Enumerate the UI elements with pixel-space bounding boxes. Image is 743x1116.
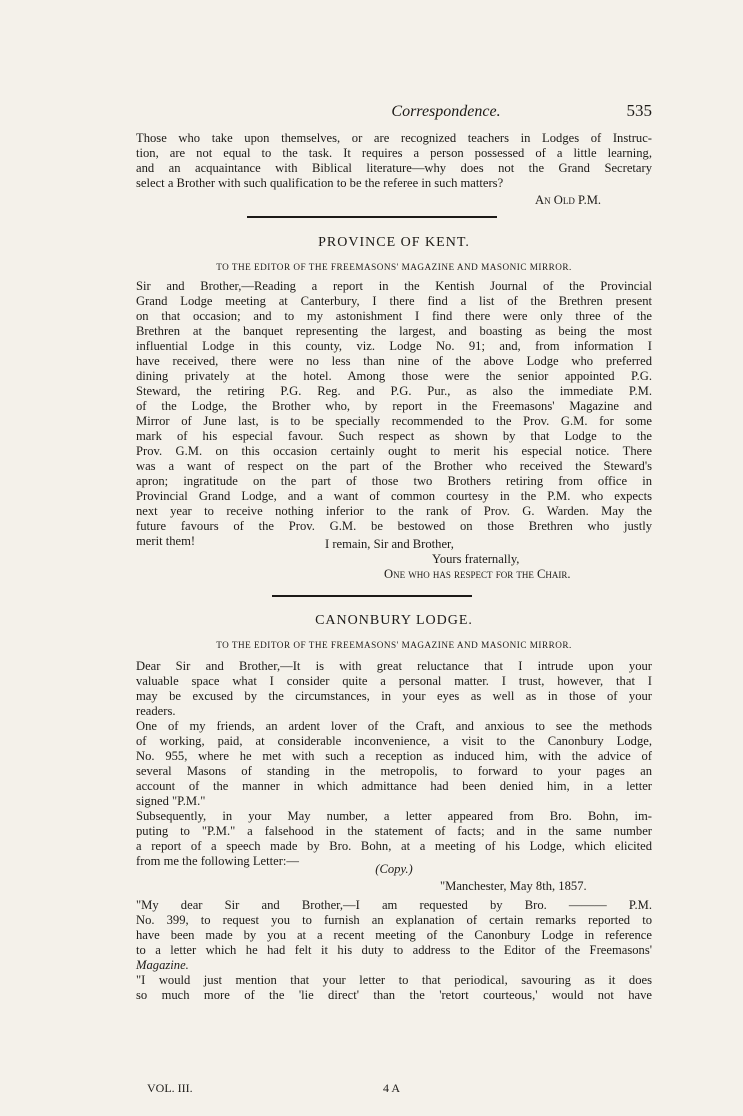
text-line: have received, there were no less than nine of the above Lodge who preferred bbox=[136, 354, 652, 368]
text-line: select a Brother with such qualification to be the referee in such matters? bbox=[136, 176, 504, 190]
text-line: merit them! bbox=[136, 534, 196, 548]
text-line: tion, are not equal to the task. It requires a person possessed of a little learning, bbox=[136, 146, 652, 160]
text-line: mark of his especial favour. Such respect as shown by that Lodge to the bbox=[136, 429, 652, 443]
text-line: may be excused by the circumstances, in your eyes as well as in those of your bbox=[136, 689, 652, 703]
text-line: Steward, the retiring P.G. Reg. and P.G. Pur., as also the immediate P.M. bbox=[136, 384, 652, 398]
section1-closing: Yours fraternally, bbox=[432, 552, 520, 566]
text-line: One of my friends, an ardent lover of the Craft, and anxious to see the methods bbox=[136, 719, 652, 733]
text-line: have been made by you at a recent meeting of the Canonbury Lodge in reference bbox=[136, 928, 652, 942]
text-line: of the Lodge, the Brother who, by report in the Freemasons' Magazine and bbox=[136, 399, 652, 413]
text-line: No. 955, where he met with such a reception as induced him, with the advice of bbox=[136, 749, 652, 763]
text-line: No. 399, to request you to furnish an explanation of certain remarks reported to bbox=[136, 913, 652, 927]
text-line: influential Lodge in this county, viz. Lodge No. 91; and, from information I bbox=[136, 339, 652, 353]
section2-subtitle: TO THE EDITOR OF THE FREEMASONS' MAGAZINE AND MASONIC MIRROR. bbox=[216, 640, 572, 650]
section1-title: PROVINCE OF KENT. bbox=[318, 235, 470, 250]
text-line: Provincial Grand Lodge, and a want of common courtesy in the P.M. who expects bbox=[136, 489, 652, 503]
text-line: signed "P.M." bbox=[136, 794, 206, 808]
volume-label: VOL. III. bbox=[147, 1081, 193, 1095]
text-line: Mirror of June last, is to be specially recommended to the Prov. G.M. for some bbox=[136, 414, 652, 428]
text-line: "I would just mention that your letter to that periodical, savouring as it does bbox=[136, 973, 652, 987]
text-line: Subsequently, in your May number, a letter appeared from Bro. Bohn, im- bbox=[136, 809, 652, 823]
text-line: Grand Lodge meeting at Canterbury, I there find a list of the Brethren present bbox=[136, 294, 652, 308]
text-line: account of the manner in which admittance had been denied him, in a letter bbox=[136, 779, 652, 793]
section1-closing: I remain, Sir and Brother, bbox=[325, 537, 454, 551]
text-line: Brethren at the banquet representing the largest, and boasting as being the most bbox=[136, 324, 652, 338]
text-line: Magazine. bbox=[136, 958, 189, 972]
section2-title: CANONBURY LODGE. bbox=[315, 613, 473, 628]
text-line: puting to "P.M." a falsehood in the statement of facts; and in the same number bbox=[136, 824, 652, 838]
text-line: several Masons of standing in the metropolis, to forward to your pages an bbox=[136, 764, 652, 778]
section1-signature: One who has respect for the Chair. bbox=[384, 567, 571, 581]
text-line: valuable space what I consider quite a personal matter. I trust, however, that I bbox=[136, 674, 652, 688]
text-line: "My dear Sir and Brother,—I am requested by Bro. ——— P.M. bbox=[136, 898, 652, 912]
text-line: so much more of the 'lie direct' than the 'retort courteous,' would not have bbox=[136, 988, 652, 1002]
page-number: 535 bbox=[626, 101, 652, 120]
text-line: of working, paid, at considerable inconvenience, a visit to the Canonbury Lodge, bbox=[136, 734, 652, 748]
running-title: Correspondence. bbox=[391, 103, 501, 120]
text-line: apron; ingratitude on the part of those two Brothers retiring from office in bbox=[136, 474, 652, 488]
dateline: "Manchester, May 8th, 1857. bbox=[440, 879, 587, 893]
letter1-signature: An Old P.M. bbox=[535, 193, 602, 207]
section-divider bbox=[247, 216, 497, 218]
text-line: next year to receive nothing inferior to the rank of Prov. G. Warden. May the bbox=[136, 504, 652, 518]
text-line: to a letter which he had felt it his duty to address to the Editor of the Freemasons' bbox=[136, 943, 652, 957]
text-line: a report of a speech made by Bro. Bohn, at a meeting of his Lodge, which elicited bbox=[136, 839, 652, 853]
section-divider bbox=[272, 595, 472, 597]
text-line: future favours of the Prov. G.M. be bestowed on those Brethren who justly bbox=[136, 519, 652, 533]
text-line: Sir and Brother,—Reading a report in the Kentish Journal of the Provincial bbox=[136, 279, 652, 293]
section1-subtitle: TO THE EDITOR OF THE FREEMASONS' MAGAZINE AND MASONIC MIRROR. bbox=[216, 262, 572, 272]
copy-label: (Copy.) bbox=[375, 862, 413, 876]
text-line: on that occasion; and to my astonishment I find there were only three of the bbox=[136, 309, 652, 323]
text-line: and an acquaintance with Biblical literature—why does not the Grand Secretary bbox=[136, 161, 652, 175]
text-line: readers. bbox=[136, 704, 176, 718]
text-line: Those who take upon themselves, or are recognized teachers in Lodges of Instruc- bbox=[136, 131, 652, 145]
text-line: was a want of respect on the part of the Brother who received the Steward's bbox=[136, 459, 652, 473]
text-line: Prov. G.M. on this occasion certainly ought to merit his especial notice. There bbox=[136, 444, 652, 458]
text-line: dining privately at the hotel. Among those were the senior appointed P.G. bbox=[136, 369, 652, 383]
page-header bbox=[136, 101, 652, 123]
text-line: from me the following Letter:— bbox=[136, 854, 299, 868]
text-line: Dear Sir and Brother,—It is with great reluctance that I intrude upon your bbox=[136, 659, 652, 673]
signature-mark: 4 A bbox=[383, 1081, 401, 1095]
